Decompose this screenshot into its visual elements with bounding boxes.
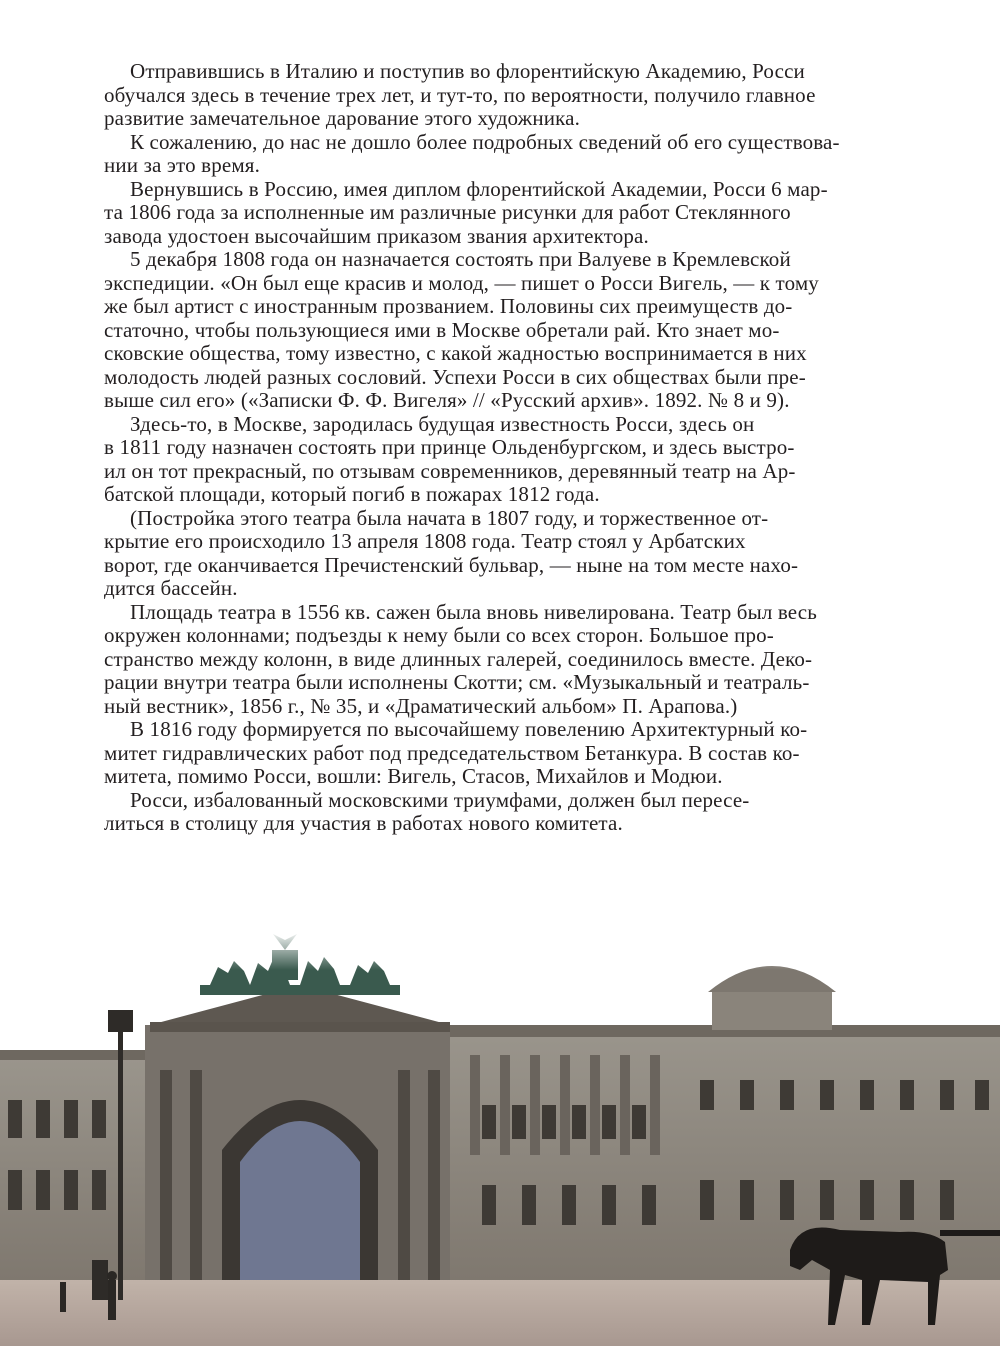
- text-line: 5 декабря 1808 года он назначается состоять при Валуеве в Кремлевской: [130, 247, 791, 271]
- paragraph-1: [104, 60, 874, 131]
- text-line: обучался здесь в течение трех лет, и тут-то, по вероятности, получило главное: [104, 82, 816, 107]
- text-line: статочно, чтобы пользующиеся ими в Москве обретали рай. Кто знает мо-: [104, 317, 780, 342]
- paragraph-2: [104, 131, 874, 178]
- text-line: странство между колонн, в виде длинных галерей, соединилось вместе. Деко-: [104, 646, 813, 671]
- paragraph-5: [104, 413, 874, 507]
- text-line: завода удостоен высочайшим приказом звания архитектора.: [104, 223, 649, 248]
- triumphal-arch: [145, 985, 450, 1280]
- general-staff-arch-photo: [0, 930, 1000, 1346]
- text-line: окружен колоннами; подъезды к нему были со всех сторон. Большое про-: [104, 623, 774, 647]
- text-line: Отправившись в Италию и поступив во флорентийскую Академию, Росси: [130, 59, 805, 83]
- text-line: развитие замечательное дарование этого художника.: [104, 106, 581, 130]
- dome: [708, 966, 836, 1030]
- text-line: ил он тот прекрасный, по отзывам современников, деревянный театр на Ар-: [104, 458, 796, 483]
- text-line: В 1816 году формируется по высочайшему повелению Архитектурный ко-: [130, 717, 808, 741]
- sky-fade: [0, 930, 1000, 970]
- text-line: сковские общества, тому известно, с какой жадностью воспринимается в них: [104, 341, 807, 365]
- paragraph-8: [104, 718, 874, 789]
- text-line: Здесь-то, в Москве, зародилась будущая известность Росси, здесь он: [130, 411, 755, 436]
- text-line: Росси, избалованный московскими триумфами, должен был пересе-: [130, 787, 750, 812]
- article-text: [104, 60, 874, 836]
- text-line: дится бассейн.: [104, 576, 238, 600]
- text-line: (Постройка этого театра была начата в 1807 году, и торжественное от-: [130, 505, 769, 530]
- paragraph-9: [104, 789, 874, 836]
- text-line: молодость людей разных сословий. Успехи Росси в сих обществах были пре-: [104, 364, 806, 389]
- paragraph-3: [104, 178, 874, 249]
- text-line: рации внутри театра были исполнены Скотти; см. «Музыкальный и театраль-: [104, 670, 810, 694]
- paragraph-4: [104, 248, 874, 413]
- text-line: Площадь театра в 1556 кв. сажен была вновь нивелирована. Театр был весь: [130, 599, 817, 624]
- text-line: выше сил его» («Записки Ф. Ф. Вигеля» // «Русский архив». 1892. № 8 и 9).: [104, 388, 790, 412]
- text-line: митета, помимо Росси, вошли: Вигель, Стасов, Михайлов и Модюи.: [104, 764, 723, 788]
- text-line: ворот, где оканчивается Пречистенский бульвар, — ныне на том месте нахо-: [104, 552, 799, 577]
- text-line: литься в столицу для участия в работах нового комитета.: [104, 811, 623, 835]
- text-line: крытие его происходило 13 апреля 1808 года. Театр стоял у Арбатских: [104, 529, 746, 553]
- text-line: в 1811 году назначен состоять при принце Ольденбургском, и здесь выстро-: [104, 435, 795, 459]
- text-line: же был артист с иностранным прозванием. Половины сих преимуществ до-: [104, 294, 793, 318]
- text-line: нии за это время.: [104, 153, 260, 177]
- paragraph-7: [104, 601, 874, 719]
- text-line: та 1806 года за исполненные им различные рисунки для работ Стеклянного: [104, 200, 791, 224]
- text-line: митет гидравлических работ под председательством Бетанкура. В состав ко-: [104, 740, 800, 765]
- text-line: экспедиции. «Он был еще красив и молод, — пишет о Росси Вигель, — к тому: [104, 270, 819, 295]
- paragraph-6: [104, 507, 874, 601]
- text-line: батской площади, который погиб в пожарах 1812 года.: [104, 482, 600, 506]
- palace-square: [0, 1280, 1000, 1346]
- text-line: К сожалению, до нас не дошло более подробных сведений об его существова-: [130, 129, 840, 154]
- left-wing: [0, 1050, 150, 1280]
- text-line: ный вестник», 1856 г., № 35, и «Драматический альбом» П. Арапова.): [104, 693, 738, 718]
- text-line: Вернувшись в Россию, имея диплом флорентийской Академии, Росси 6 мар-: [130, 176, 828, 201]
